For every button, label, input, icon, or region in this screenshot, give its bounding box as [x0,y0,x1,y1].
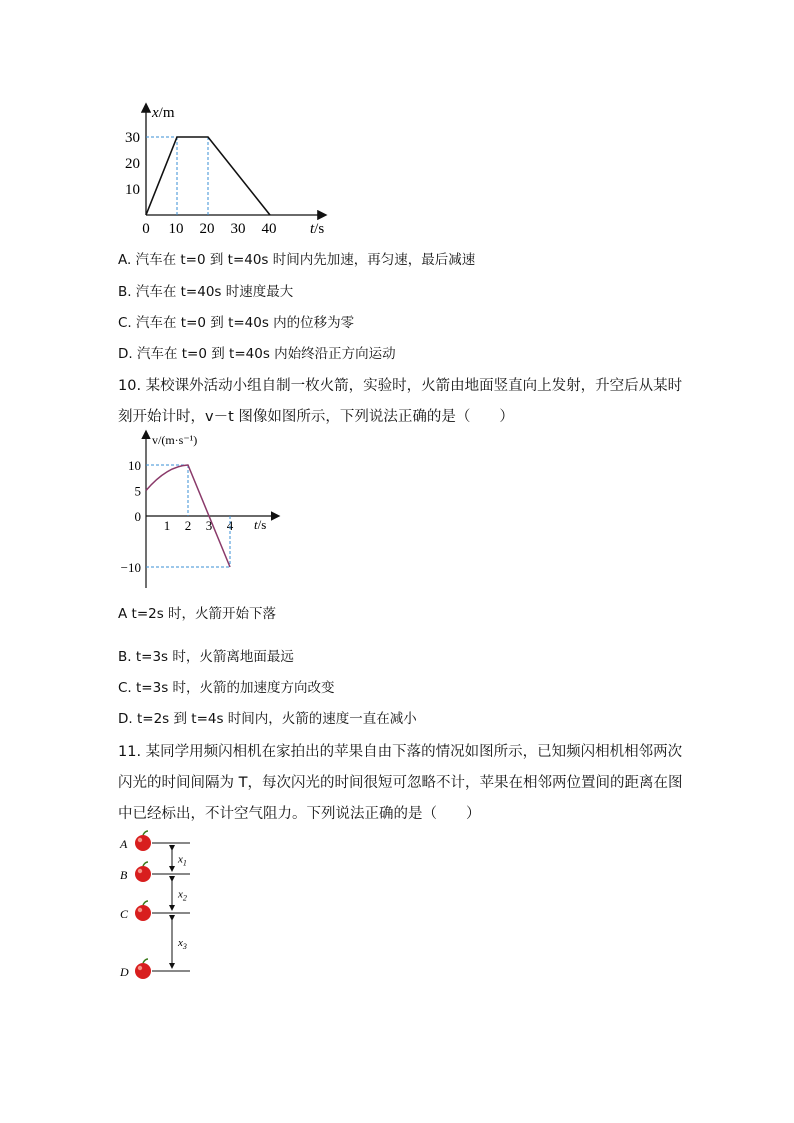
q9-option-d[interactable]: D. 汽车在 t=0 到 t=40s 内始终沿正方向运动 [118,346,396,362]
vt-graph [118,428,288,593]
apple-icon [135,835,151,851]
distance-label: $x_2$ [178,888,187,903]
apple-icon [135,963,151,979]
vt-x-tick-label: 1 [163,518,171,533]
apple-position-label: C [120,907,129,921]
distance-x3 [172,918,187,966]
xt-graph [125,95,340,240]
xt-x-tick-label: 30 [230,221,246,237]
vt-y-tick-label: 0 [134,509,141,524]
vt-y-label: v/(m·s⁻¹) [152,433,198,447]
q11-stem-line3: 中已经标出，不计空气阻力。下列说法正确的是（ ） [118,806,481,822]
xt-x-tick-label: 20 [199,221,215,237]
q10-option-a[interactable]: A t=2s 时，火箭开始下落 [118,606,277,622]
vt-y-tick-label: 10 [128,458,141,473]
apple-position-d [119,959,190,979]
distance-x1 [172,848,187,869]
q10-option-c[interactable]: C. t=3s 时，火箭的加速度方向改变 [118,680,335,696]
q9-option-b[interactable]: B. 汽车在 t=40s 时速度最大 [118,284,294,300]
vt-x-tick-label: 3 [205,518,213,533]
apple-figure [116,830,206,985]
apple-position-a [119,831,190,851]
apple-icon [135,866,151,882]
apple-position-label: B [120,868,128,882]
q10-option-d[interactable]: D. t=2s 到 t=4s 时间内，火箭的速度一直在减小 [118,711,417,727]
xt-y-tick-label: 20 [125,156,140,172]
q11-stem-line1: 11. 某同学用频闪相机在家拍出的苹果自由下落的情况如图所示，已知频闪相机相邻两次 [118,744,683,760]
xt-x-label: t/s [310,221,325,237]
xt-x-tick-label: 40 [261,221,277,237]
vt-x-tick-label: 2 [184,518,192,533]
distance-label: $x_3$ [178,937,187,951]
distance-label: $x_1$ [178,853,187,868]
xt-y-label: x/m [152,105,175,121]
vt-y-tick-label: 5 [134,483,141,499]
vt-x-label: t/s [254,517,267,532]
q9-option-a[interactable]: A. 汽车在 t=0 到 t=40s 时间内先加速，再匀速，最后减速 [118,252,476,268]
xt-x-tick-label: 10 [168,221,184,237]
apple-icon [135,905,151,921]
xt-y-tick-label: 30 [125,130,140,146]
q9-option-c[interactable]: C. 汽车在 t=0 到 t=40s 内的位移为零 [118,315,355,331]
q10-stem-line1: 10. 某校课外活动小组自制一枚火箭，实验时，火箭由地面竖直向上发射，升空后从某时 [118,378,683,394]
xt-y-tick-label: 10 [125,182,140,198]
xt-x-tick-label: 0 [142,221,150,237]
distance-x2 [172,879,187,908]
q10-option-b[interactable]: B. t=3s 时，火箭离地面最远 [118,649,294,665]
apple-position-label: A [120,837,128,851]
apple-position-c [120,901,190,921]
q11-stem-line2: 闪光的时间间隔为 T，每次闪光的时间很短可忽略不计，苹果在相邻两位置间的距离在图 [118,775,683,791]
q10-stem-line2: 刻开始计时，v－t 图像如图所示，下列说法正确的是（ ） [118,409,514,425]
apple-position-label: D [120,965,129,979]
vt-y-tick-label: −10 [120,560,141,575]
vt-x-tick-label: 4 [226,518,234,533]
